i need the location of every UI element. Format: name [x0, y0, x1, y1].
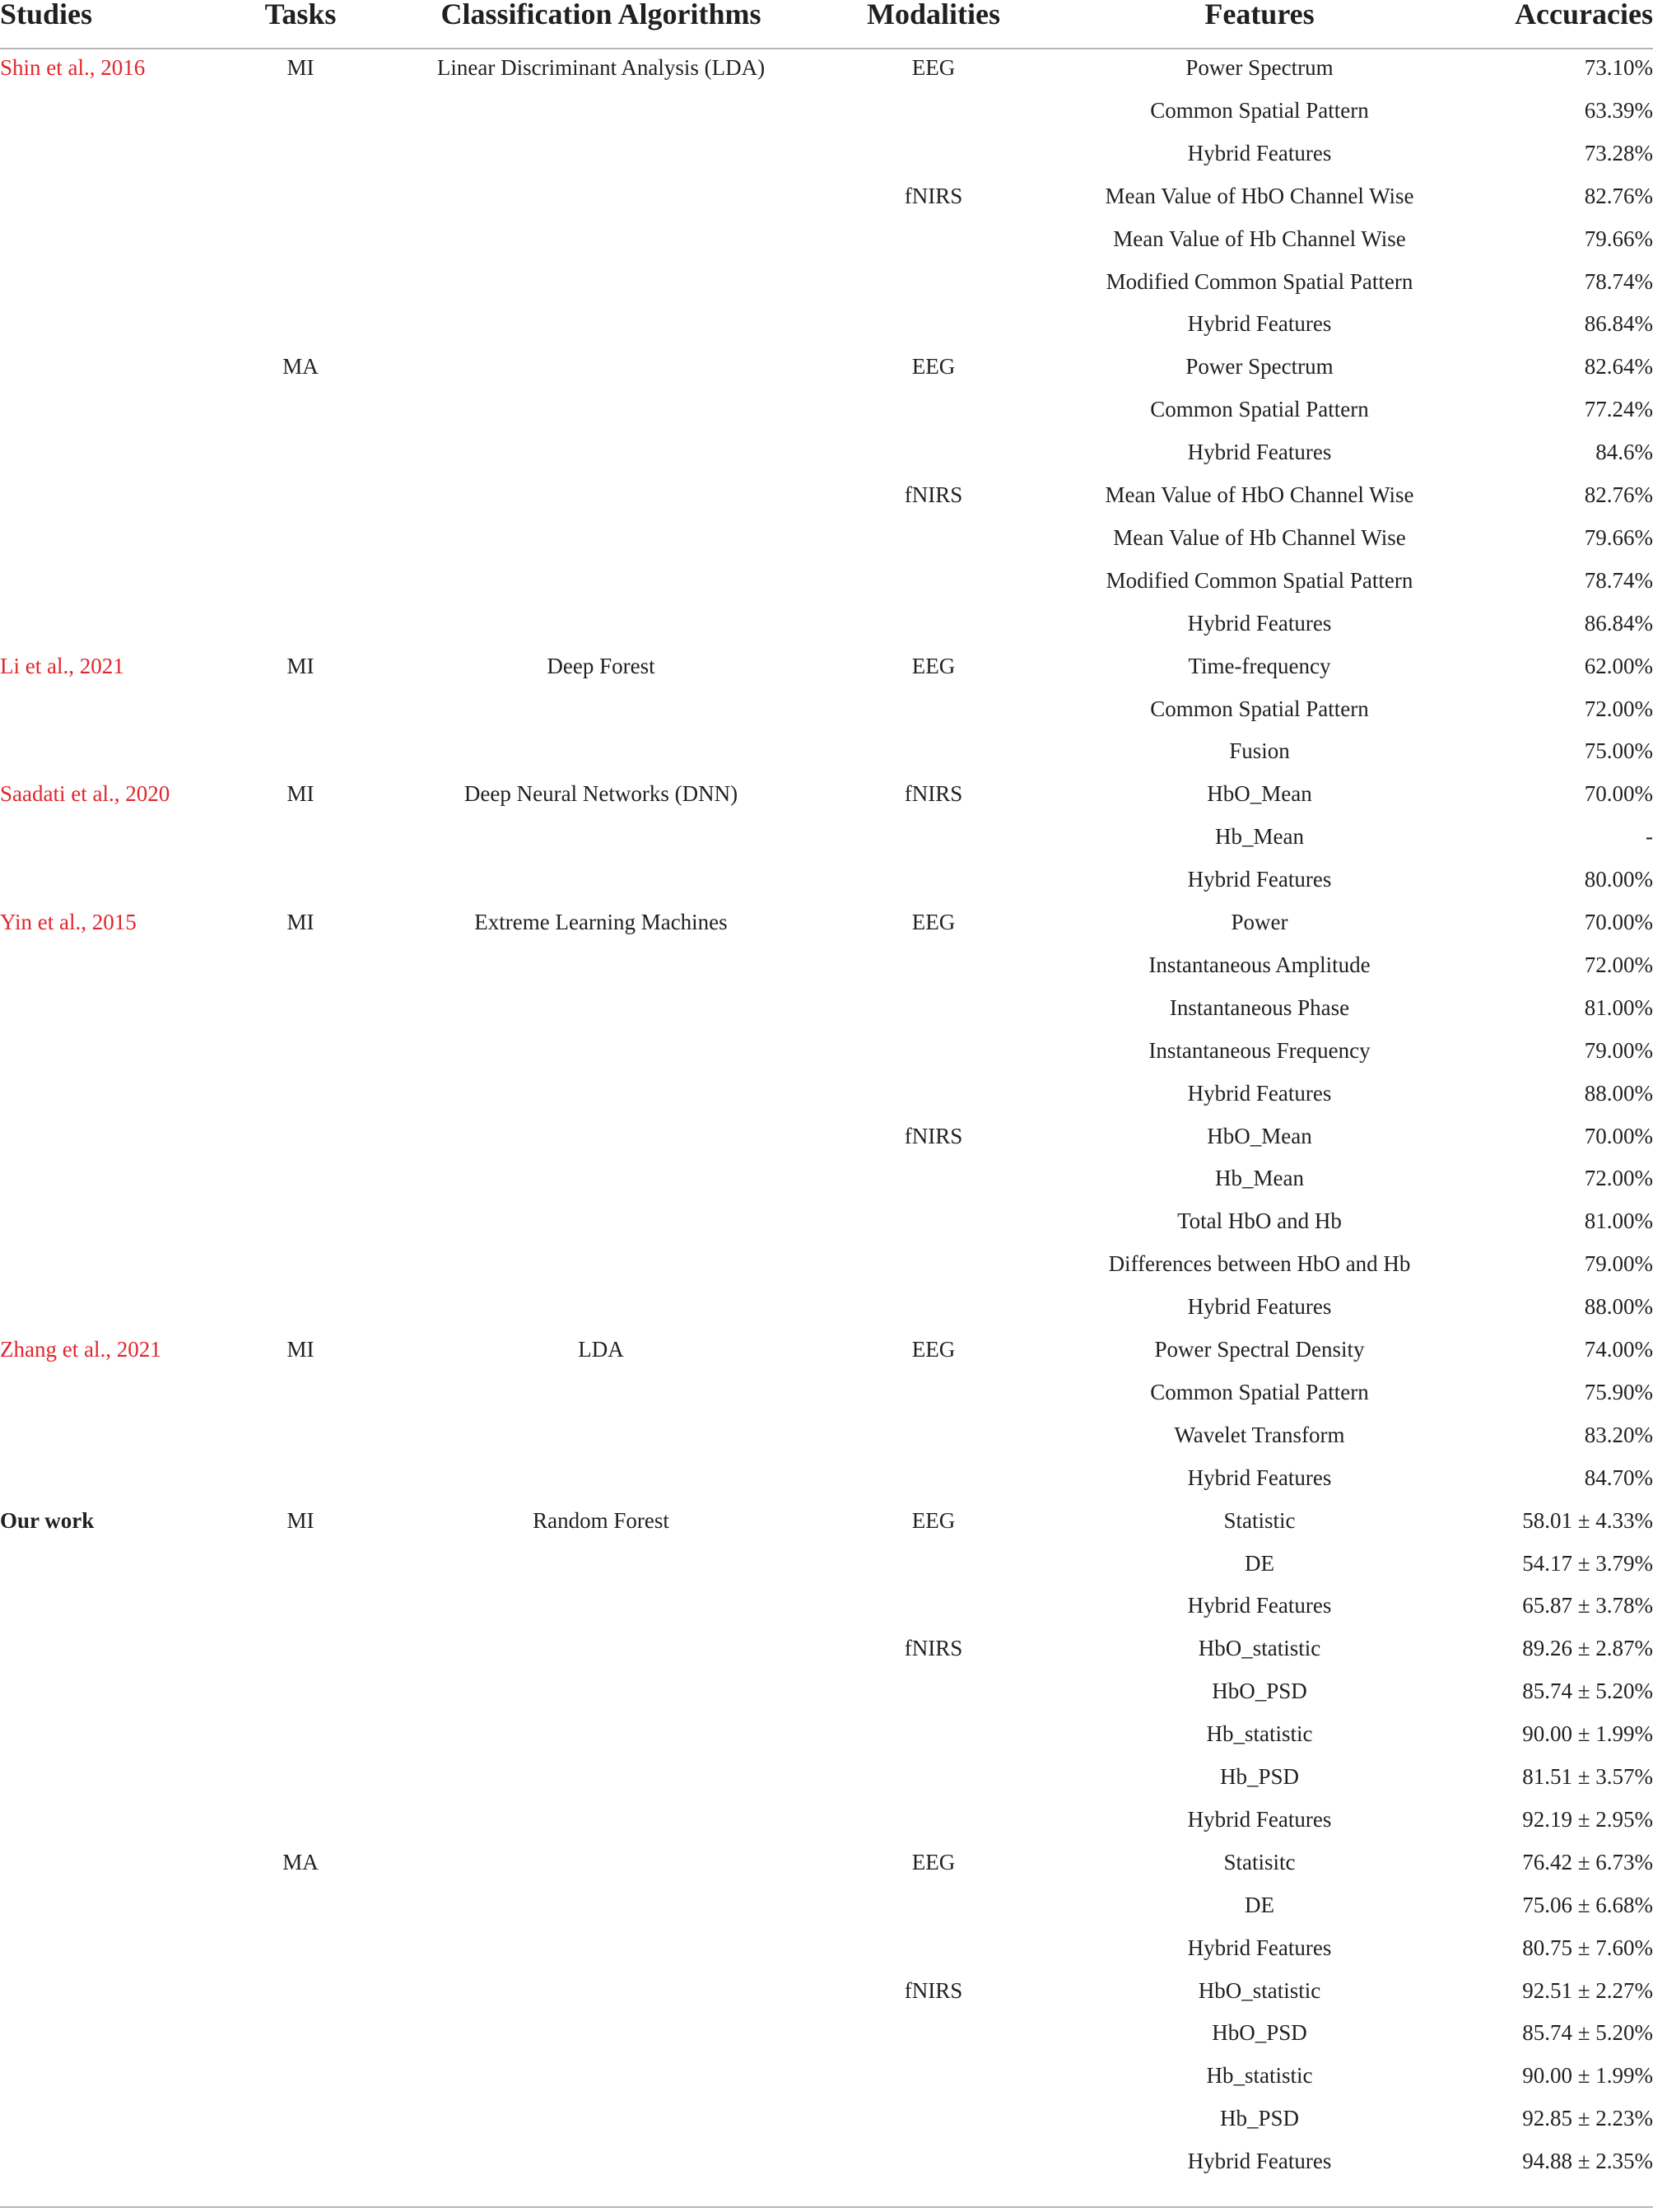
feature-cell: Hb_PSD: [1219, 2106, 1300, 2131]
accuracy-cell: 85.74 ± 5.20%: [1522, 1679, 1653, 1704]
feature-cell: Hybrid Features: [1187, 867, 1332, 892]
accuracy-cell: 81.00%: [1584, 1208, 1653, 1234]
algorithm-cell: Linear Discriminant Analysis (LDA): [436, 55, 766, 80]
feature-cell: HbO_Mean: [1207, 781, 1312, 807]
feature-cell: Differences between HbO and Hb: [1108, 1251, 1411, 1277]
modality-cell: fNIRS: [904, 183, 963, 208]
accuracy-cell: 86.84%: [1584, 610, 1653, 636]
feature-cell: Hybrid Features: [1187, 2149, 1332, 2174]
task-cell: MA: [282, 1849, 319, 1874]
feature-cell: Instantaneous Amplitude: [1148, 952, 1371, 977]
feature-cell: Common Spatial Pattern: [1150, 97, 1369, 123]
feature-cell: Fusion: [1229, 738, 1290, 764]
algorithm-cell: Random Forest: [533, 1507, 669, 1533]
feature-cell: Hybrid Features: [1187, 1294, 1332, 1320]
accuracy-cell: 85.74 ± 5.20%: [1522, 2020, 1653, 2046]
study-cell[interactable]: Zhang et al., 2021: [0, 1337, 161, 1362]
feature-cell: Hybrid Features: [1187, 1935, 1332, 1960]
accuracy-cell: 88.00%: [1584, 1080, 1653, 1106]
task-cell: MI: [286, 653, 314, 678]
accuracy-cell: 54.17 ± 3.79%: [1522, 1550, 1653, 1576]
header-features: Features: [1204, 0, 1315, 30]
feature-cell: Modified Common Spatial Pattern: [1106, 268, 1413, 294]
algorithm-cell: Deep Neural Networks (DNN): [463, 781, 738, 807]
task-cell: MI: [286, 55, 314, 80]
task-cell: MI: [286, 1337, 314, 1362]
feature-cell: Statistic: [1223, 1507, 1296, 1533]
accuracy-cell: 89.26 ± 2.87%: [1522, 1636, 1653, 1661]
feature-cell: Hybrid Features: [1187, 1080, 1332, 1106]
feature-cell: Power Spectral Density: [1154, 1337, 1365, 1362]
feature-cell: HbO_statistic: [1198, 1636, 1321, 1661]
accuracy-cell: 92.85 ± 2.23%: [1522, 2106, 1653, 2131]
feature-cell: Hybrid Features: [1187, 1465, 1332, 1490]
feature-cell: HbO_PSD: [1212, 2020, 1307, 2046]
accuracy-cell: 83.20%: [1584, 1422, 1653, 1447]
feature-cell: Wavelet Transform: [1174, 1422, 1345, 1447]
feature-cell: HbO_Mean: [1207, 1123, 1312, 1148]
accuracy-cell: 72.00%: [1584, 696, 1653, 721]
task-cell: MI: [286, 781, 314, 807]
accuracy-cell: 76.42 ± 6.73%: [1522, 1849, 1653, 1874]
accuracy-cell: 82.64%: [1584, 354, 1653, 380]
accuracy-cell: 79.66%: [1584, 226, 1653, 251]
accuracy-cell: 84.6%: [1595, 440, 1653, 465]
modality-cell: fNIRS: [904, 482, 963, 507]
accuracy-cell: 92.51 ± 2.27%: [1522, 1977, 1653, 2003]
task-cell: MA: [282, 354, 319, 380]
header-classification-algorithms: Classification Algorithms: [440, 0, 761, 30]
accuracy-cell: 84.70%: [1584, 1465, 1653, 1490]
accuracy-cell: 74.00%: [1584, 1337, 1653, 1362]
modality-cell: fNIRS: [904, 1977, 963, 2003]
accuracy-cell: 70.00%: [1584, 1123, 1653, 1148]
feature-cell: Common Spatial Pattern: [1150, 1379, 1369, 1404]
header-modalities: Modalities: [867, 0, 1000, 30]
study-cell[interactable]: Li et al., 2021: [0, 653, 124, 678]
modality-cell: EEG: [911, 1337, 956, 1362]
accuracy-cell: 72.00%: [1584, 952, 1653, 977]
feature-cell: DE: [1245, 1892, 1274, 1917]
accuracy-cell: 78.74%: [1584, 268, 1653, 294]
accuracy-cell: 79.66%: [1584, 524, 1653, 550]
feature-cell: Power Spectrum: [1185, 55, 1334, 80]
feature-cell: Hybrid Features: [1187, 311, 1332, 337]
feature-cell: Hb_statistic: [1206, 1721, 1313, 1747]
accuracy-cell: -: [1646, 824, 1653, 850]
accuracy-cell: 80.00%: [1584, 867, 1653, 892]
accuracy-cell: 90.00 ± 1.99%: [1522, 2063, 1653, 2089]
accuracy-cell: 75.06 ± 6.68%: [1522, 1892, 1653, 1917]
accuracy-cell: 75.00%: [1584, 738, 1653, 764]
feature-cell: Hybrid Features: [1187, 610, 1332, 636]
accuracy-cell: 92.19 ± 2.95%: [1522, 1806, 1653, 1832]
feature-cell: DE: [1245, 1550, 1274, 1576]
accuracy-cell: 81.51 ± 3.57%: [1522, 1764, 1653, 1789]
feature-cell: Mean Value of HbO Channel Wise: [1105, 482, 1414, 507]
feature-cell: Statisitc: [1223, 1849, 1296, 1874]
modality-cell: EEG: [911, 653, 956, 678]
feature-cell: Hb_PSD: [1219, 1764, 1300, 1789]
algorithm-cell: LDA: [578, 1337, 624, 1362]
modality-cell: fNIRS: [904, 781, 963, 807]
bottom-rule: [0, 2206, 1653, 2208]
feature-cell: Modified Common Spatial Pattern: [1106, 567, 1413, 593]
study-cell[interactable]: Saadati et al., 2020: [0, 781, 170, 807]
feature-cell: Common Spatial Pattern: [1150, 696, 1369, 721]
feature-cell: Mean Value of Hb Channel Wise: [1113, 524, 1406, 550]
accuracy-cell: 75.90%: [1584, 1379, 1653, 1404]
accuracy-cell: 82.76%: [1584, 183, 1653, 208]
accuracy-cell: 73.28%: [1584, 140, 1653, 165]
feature-cell: Power: [1231, 910, 1288, 934]
task-cell: MI: [286, 1507, 314, 1533]
feature-cell: Hybrid Features: [1187, 1806, 1332, 1832]
accuracy-cell: 63.39%: [1584, 97, 1653, 123]
accuracy-cell: 82.76%: [1584, 482, 1653, 507]
header-tasks: Tasks: [264, 0, 337, 30]
feature-cell: Power Spectrum: [1185, 354, 1334, 380]
accuracy-cell: 72.00%: [1584, 1166, 1653, 1191]
accuracy-cell: 73.10%: [1584, 55, 1653, 80]
modality-cell: fNIRS: [904, 1636, 963, 1661]
feature-cell: Hybrid Features: [1187, 440, 1332, 465]
modality-cell: EEG: [911, 1507, 956, 1533]
feature-cell: HbO_statistic: [1198, 1977, 1321, 2003]
feature-cell: Hb_Mean: [1215, 824, 1304, 850]
accuracy-cell: 65.87 ± 3.78%: [1522, 1593, 1653, 1618]
feature-cell: Hybrid Features: [1187, 140, 1332, 165]
accuracy-cell: 79.00%: [1584, 1251, 1653, 1277]
feature-cell: Mean Value of HbO Channel Wise: [1105, 183, 1414, 208]
feature-cell: Hybrid Features: [1187, 1593, 1332, 1618]
accuracy-cell: 86.84%: [1584, 311, 1653, 337]
study-cell: Our work: [0, 1507, 95, 1533]
feature-cell: Common Spatial Pattern: [1150, 397, 1369, 422]
header-rule: [0, 48, 1653, 49]
study-cell[interactable]: Shin et al., 2016: [0, 55, 146, 80]
accuracy-cell: 90.00 ± 1.99%: [1522, 1721, 1653, 1747]
feature-cell: Instantaneous Phase: [1169, 994, 1350, 1020]
accuracy-cell: 62.00%: [1584, 653, 1653, 678]
accuracy-cell: 81.00%: [1584, 994, 1653, 1020]
accuracy-cell: 58.01 ± 4.33%: [1522, 1507, 1653, 1533]
modality-cell: EEG: [911, 910, 956, 934]
feature-cell: HbO_PSD: [1212, 1679, 1307, 1704]
accuracy-cell: 79.00%: [1584, 1037, 1653, 1063]
task-cell: MI: [286, 910, 314, 934]
feature-cell: Total HbO and Hb: [1177, 1208, 1342, 1234]
accuracy-cell: 94.88 ± 2.35%: [1522, 2149, 1653, 2174]
header-accuracies: Accuracies: [1515, 0, 1653, 30]
study-cell[interactable]: Yin et al., 2015: [0, 910, 137, 934]
accuracy-cell: 77.24%: [1584, 397, 1653, 422]
modality-cell: EEG: [911, 55, 956, 80]
modality-cell: EEG: [911, 1849, 956, 1874]
algorithm-cell: Deep Forest: [547, 653, 655, 678]
feature-cell: Mean Value of Hb Channel Wise: [1113, 226, 1406, 251]
feature-cell: Hb_statistic: [1206, 2063, 1313, 2089]
feature-cell: Hb_Mean: [1215, 1166, 1304, 1191]
accuracy-cell: 80.75 ± 7.60%: [1522, 1935, 1653, 1960]
accuracy-cell: 88.00%: [1584, 1294, 1653, 1320]
accuracy-cell: 70.00%: [1584, 781, 1653, 807]
feature-cell: Instantaneous Frequency: [1148, 1037, 1371, 1063]
feature-cell: Time-frequency: [1188, 653, 1331, 678]
modality-cell: EEG: [911, 354, 956, 380]
modality-cell: fNIRS: [904, 1123, 963, 1148]
algorithm-cell: Extreme Learning Machines: [474, 910, 728, 934]
accuracy-cell: 78.74%: [1584, 567, 1653, 593]
header-studies: Studies: [0, 0, 93, 30]
accuracy-cell: 70.00%: [1584, 910, 1653, 934]
